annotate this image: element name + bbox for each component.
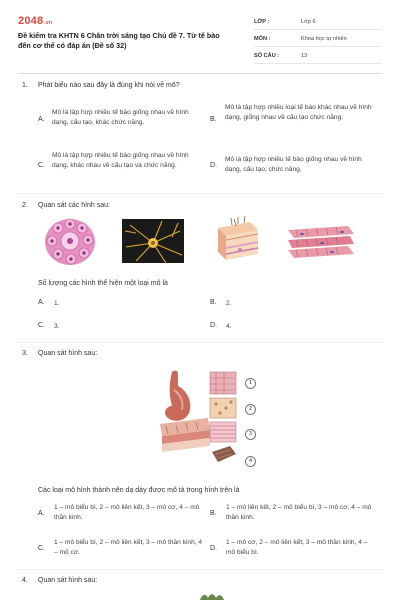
skin-tissue-image [214,216,260,264]
option-text[interactable]: Mô là tập hợp nhiều loại tế bào khác nhau về hình dạng, giống nhau về cấu tạo chức năng. [225,104,372,121]
question-subtext: Số lượng các hình thể hiện một loại mô là [38,280,168,287]
question-number: 1. [22,82,28,89]
figure-label: 2 [245,404,256,415]
option-text[interactable]: 1. [54,300,60,307]
option-text[interactable]: 2. [226,300,232,307]
meta-info [254,16,382,67]
option-text[interactable]: 1 – mô cơ, 2 – mô liên kết, 3 – mô thần kinh, 4 – mô biểu bì. [226,539,368,556]
option-letter[interactable]: B. [210,510,217,517]
option-letter[interactable]: B. [210,299,217,306]
logo-main: 2048 [18,15,44,27]
option-text[interactable]: 1 – mô biểu bì, 2 – mô liên kết, 3 – mô thần kinh, 4 – mô cơ. [54,539,203,556]
site-logo[interactable] [18,15,52,27]
meta-row-class [254,16,382,30]
question-number: 2. [22,202,28,209]
option-letter[interactable]: A. [38,116,45,123]
question-number: 3. [22,350,28,357]
option-letter[interactable]: C. [38,162,45,169]
meta-key: SỐ CÂU : [254,53,280,59]
question-divider [18,193,382,194]
option-letter[interactable]: A. [38,510,45,517]
meta-key: MÔN : [254,36,271,42]
question-number: 4. [22,577,28,584]
muscle-tissue-image [286,222,356,262]
option-letter[interactable]: C. [38,322,45,329]
option-text[interactable]: 1 – mô biểu bì, 2 – mô liên kết, 3 – mô cơ, 4 – mô thần kinh. [54,504,200,521]
question-divider [18,569,382,570]
figure-label: 4 [245,456,256,467]
plant-image-partial [196,592,226,600]
option-letter[interactable]: A. [38,299,45,306]
question-text: Phát biểu nào sau đây là đúng khi nói về mô? [38,82,180,89]
meta-key: LỚP : [254,19,270,25]
epithelial-tissue-image [44,218,96,266]
option-letter[interactable]: D. [210,322,217,329]
logo-suffix: .vn [44,20,53,26]
question-divider [18,342,382,343]
meta-row-subject [254,33,382,47]
question-text: Quan sát các hình sau: [38,202,110,209]
figure-label: 3 [245,429,256,440]
question-subtext: Các loại mô hình thành nên dạ dày được mô tả trong hình trên là [38,487,240,494]
header [18,14,382,66]
header-divider [18,73,382,74]
figure-label: 1 [245,378,256,389]
option-text[interactable]: Mô là tập hợp nhiều tế bào giống nhau về hình dạng, khác nhau về cấu tạo và chức năng. [52,152,189,169]
meta-value: 13 [301,53,308,59]
option-text[interactable]: 1 – mô liên kết, 2 – mô biểu bì, 3 – mô cơ, 4 – mô thần kinh. [226,504,372,521]
stomach-tissue-image [156,366,246,476]
option-letter[interactable]: D. [210,545,217,552]
meta-value: Khoa học tự nhiên [301,36,347,42]
nerve-tissue-image [122,219,184,263]
meta-value: Lớp 6 [301,19,316,25]
meta-row-count [254,50,382,64]
option-text[interactable]: Mô là tập hợp nhiều tế bào giống nhau về hình dạng, cấu tạo, chức năng. [225,156,362,173]
question-text: Quan sát hình sau: [38,350,98,357]
option-letter[interactable]: C. [38,545,45,552]
option-letter[interactable]: D. [210,162,217,169]
option-text[interactable]: 4. [226,323,232,330]
option-letter[interactable]: B. [210,116,217,123]
page-title: Đề kiểm tra KHTN 6 Chân trời sáng tạo Chủ đề 7. Từ tế bào đến cơ thể có đáp án (Đề số 32) [18,31,220,50]
question-text: Quan sát hình sau: [38,577,98,584]
option-text[interactable]: 3. [54,323,60,330]
option-text[interactable]: Mô là tập hợp nhiều tế bào giống nhau về hình dạng, cấu tạo, khác chức năng. [52,109,189,126]
